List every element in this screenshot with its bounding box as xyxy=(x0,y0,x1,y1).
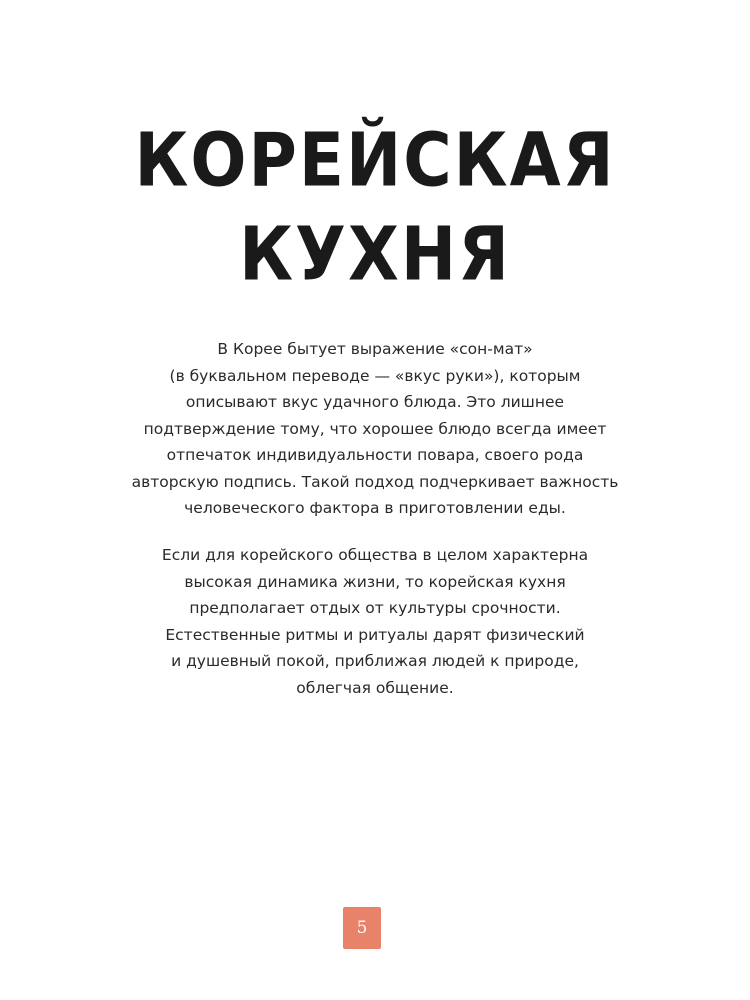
page-title-line-1: КОРЕЙСКАЯ xyxy=(134,117,616,204)
intro-paragraph-2 xyxy=(110,542,640,701)
page-number-badge xyxy=(343,907,381,949)
text-line: высокая динамика жизни, то корейская кухня xyxy=(184,572,566,591)
page-number: 5 xyxy=(356,918,368,938)
text-line: отпечаток индивидуальности повара, своего рода xyxy=(166,446,584,464)
text-line: Естественные ритмы и ритуалы дарят физический xyxy=(165,625,585,644)
text-line: предполагает отдых от культуры срочности. xyxy=(189,599,561,617)
text-line: авторскую подпись. Такой подход подчеркивает важность xyxy=(131,472,619,491)
intro-paragraph-1 xyxy=(110,336,640,522)
text-line: облегчая общение. xyxy=(296,678,454,697)
text-line: (в буквальном переводе — «вкус руки»), которым xyxy=(169,366,581,385)
text-line: подтверждение тому, что хорошее блюдо всегда имеет xyxy=(143,419,607,438)
text-line: В Корее бытует выражение «сон-мат» xyxy=(217,340,533,358)
text-line: описывают вкус удачного блюда. Это лишнее xyxy=(185,393,565,411)
text-line: Если для корейского общества в целом характерна xyxy=(161,546,589,564)
text-line: человеческого фактора в приготовлении еды. xyxy=(184,499,566,517)
page-title-line-2: КУХНЯ xyxy=(239,211,511,298)
text-line: и душевный покой, приближая людей к природе, xyxy=(171,652,579,670)
